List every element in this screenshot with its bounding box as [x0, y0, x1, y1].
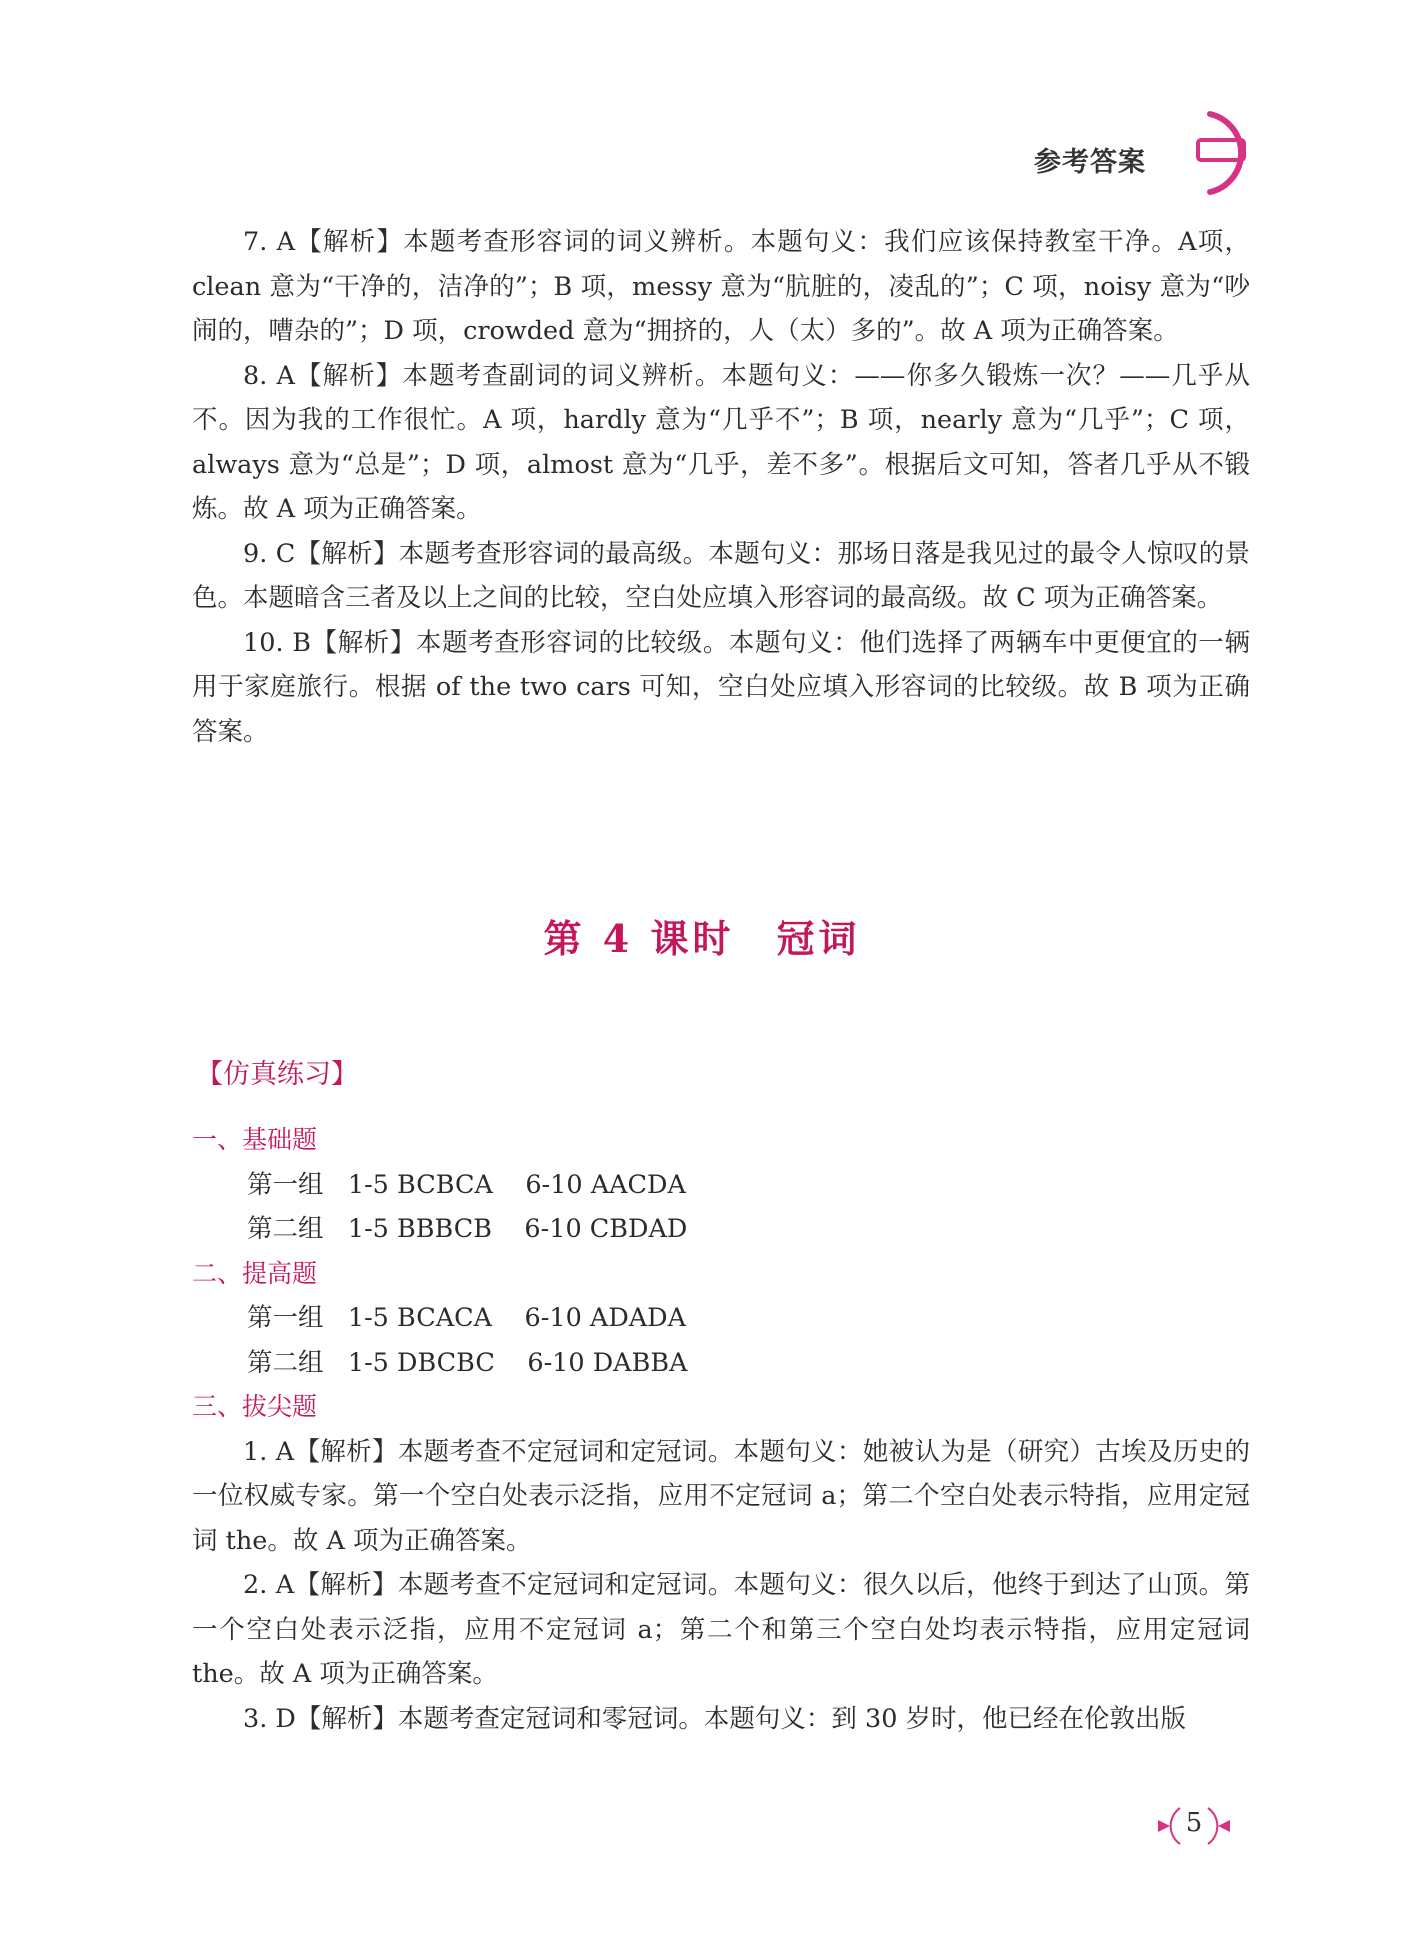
- answer-range-b: 6-10 ADADA: [524, 1303, 687, 1333]
- group-label: 第二组: [247, 1347, 324, 1378]
- answer-range-b: 6-10 AACDA: [525, 1169, 686, 1200]
- lesson-title: 第 4 课时 冠词: [543, 916, 861, 961]
- answers-section: [192, 1118, 1250, 1741]
- page-number: 5: [1185, 1808, 1203, 1838]
- practice-tag: 【仿真练习】: [196, 1059, 358, 1090]
- explanation-item: 9. C【解析】本题考查形容词的最高级。本题句义：那场日落是我见过的最令人惊叹的景色。本题暗含三者及以上之间的比较，空白处应填入形容词的最高级。故 C 项为正确答案。: [192, 538, 1250, 613]
- advanced-heading: 二、提高题: [192, 1258, 318, 1288]
- explanation-item: 10. B【解析】本题考查形容词的比较级。本题句义：他们选择了两辆车中更便宜的一辆用于家庭旅行。根据 of the two cars 可知，空白处应填入形容词的比较级。故 B 项为正确答案。: [192, 627, 1250, 747]
- group-label: 第一组: [247, 1169, 324, 1200]
- explanation-item: 1. A【解析】本题考查不定冠词和定冠词。本题句义：她被认为是（研究）古埃及历史的一位权威专家。第一个空白处表示泛指，应用不定冠词 a；第二个空白处表示特指，应用定冠词 the。故 A 项为正确答案。: [192, 1436, 1250, 1556]
- answer-range-b: 6-10 CBDAD: [524, 1214, 688, 1244]
- group-label: 第二组: [247, 1214, 324, 1244]
- header-title: 参考答案: [1034, 147, 1146, 178]
- answer-row: [192, 1163, 1250, 1208]
- answer-row: [192, 1341, 1250, 1386]
- explanations-section: [192, 220, 1250, 754]
- answer-range-a: 1-5 DBCBC: [347, 1347, 495, 1378]
- header-decoration-icon: [1190, 108, 1270, 198]
- answer-range-a: 1-5 BCBCA: [347, 1169, 493, 1200]
- group-label: 第一组: [247, 1303, 324, 1333]
- answer-row: [192, 1207, 1250, 1252]
- explanation-item: 2. A【解析】本题考查不定冠词和定冠词。本题句义：很久以后，他终于到达了山顶。第一个空白处表示泛指，应用不定冠词 a；第二个和第三个空白处均表示特指，应用定冠词 the。故 A 项为正确答案。: [192, 1570, 1250, 1689]
- explanation-item: 3. D【解析】本题考查定冠词和零冠词。本题句义：到 30 岁时，他已经在伦敦出版: [243, 1703, 1187, 1734]
- basic-heading: 一、基础题: [192, 1125, 318, 1154]
- answer-range-a: 1-5 BCACA: [347, 1303, 493, 1333]
- answer-range-b: 6-10 DABBA: [527, 1347, 688, 1378]
- explanation-item: 8. A【解析】本题考查副词的词义辨析。本题句义：——你多久锻炼一次？——几乎从不。因为我的工作很忙。A 项，hardly 意为“几乎不”；B 项，nearly 意为“几乎”；C 项，always 意为“总是”；D 项，almost 意为“几乎，差不多”。根据后文可知，答者几乎从不锻炼。故 A 项为正确答案。: [192, 360, 1250, 524]
- answer-range-a: 1-5 BBBCB: [347, 1214, 492, 1244]
- page-number-badge: [1154, 1798, 1234, 1854]
- explanation-item: 7. A【解析】本题考查形容词的词义辨析。本题句义：我们应该保持教室干净。A项，clean 意为“干净的，洁净的”；B 项，messy 意为“肮脏的，凌乱的”；C 项，noisy 意为“吵闹的，嘈杂的”；D 项，crowded 意为“拥挤的，人（太）多的”。故 A 项为正确答案。: [192, 227, 1250, 346]
- answer-row: [192, 1296, 1250, 1341]
- top-heading: 三、拔尖题: [192, 1392, 318, 1421]
